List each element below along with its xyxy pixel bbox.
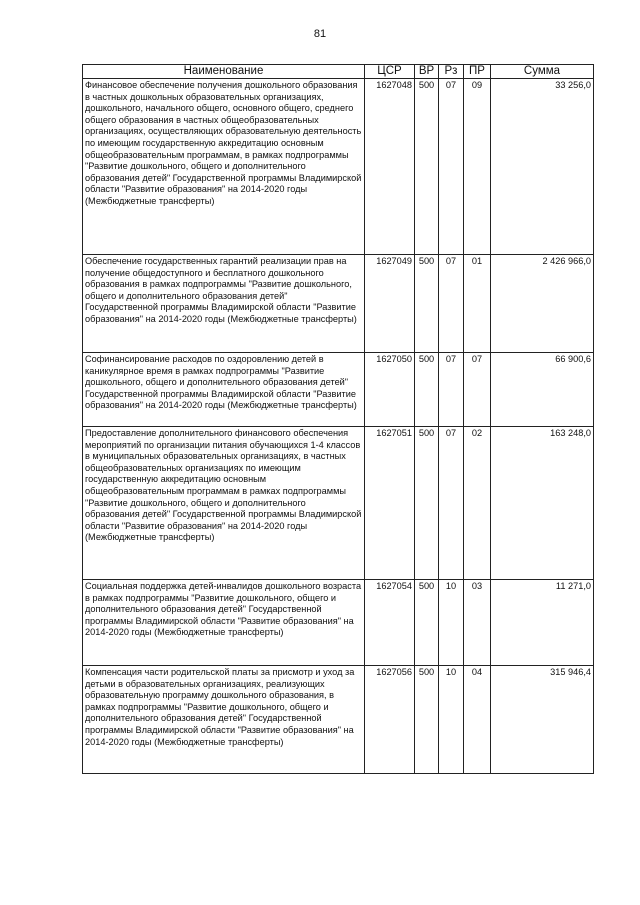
- row-pr: 09: [464, 79, 491, 255]
- row-csr: 1627056: [365, 666, 415, 774]
- row-name: Обеспечение государственных гарантий реализации прав на получение общедоступного и бесплатного дошкольного образования в рамках подпрограммы "Развитие дошкольного, общего и дополнительного образования детей" Государственной программы Владимирской области "Развитие образования" на 2014-2020 годы (Межбюджетные трансферты): [83, 255, 365, 353]
- row-pr: 04: [464, 666, 491, 774]
- row-rz: 07: [439, 353, 464, 427]
- row-pr: 01: [464, 255, 491, 353]
- row-sum: 66 900,6: [491, 353, 594, 427]
- row-sum: 315 946,4: [491, 666, 594, 774]
- row-pr: 03: [464, 580, 491, 666]
- row-sum: 11 271,0: [491, 580, 594, 666]
- row-vr: 500: [415, 79, 439, 255]
- row-rz: 10: [439, 666, 464, 774]
- row-pr: 07: [464, 353, 491, 427]
- budget-table: [82, 64, 594, 774]
- row-vr: 500: [415, 666, 439, 774]
- row-rz: 07: [439, 79, 464, 255]
- row-pr: 02: [464, 427, 491, 580]
- row-vr: 500: [415, 427, 439, 580]
- row-csr: 1627050: [365, 353, 415, 427]
- table-row: [83, 255, 594, 353]
- table-row: [83, 79, 594, 255]
- table-row: [83, 427, 594, 580]
- table-header-row: [83, 65, 594, 79]
- column-header-pr: ПР: [464, 65, 491, 79]
- table-row: [83, 353, 594, 427]
- row-csr: 1627051: [365, 427, 415, 580]
- row-csr: 1627054: [365, 580, 415, 666]
- column-header-csr: ЦСР: [365, 65, 415, 79]
- page-number: 81: [313, 28, 327, 40]
- row-rz: 10: [439, 580, 464, 666]
- column-header-vr: ВР: [415, 65, 439, 79]
- row-csr: 1627048: [365, 79, 415, 255]
- row-name: Софинансирование расходов по оздоровлению детей в каникулярное время в рамках подпрограммы "Развитие дошкольного, общего и дополнительного образования детей" Государственной программы Владимирской области "Развитие образования" на 2014-2020 годы (Межбюджетные трансферты): [83, 353, 365, 427]
- column-header-name: Наименование: [83, 65, 365, 79]
- row-rz: 07: [439, 255, 464, 353]
- table-row: [83, 580, 594, 666]
- row-name: Социальная поддержка детей-инвалидов дошкольного возраста в рамках подпрограммы "Развитие дошкольного, общего и дополнительного образования детей" Государственной программы Владимирской области "Развитие образования" на 2014-2020 годы (Межбюджетные трансферты): [83, 580, 365, 666]
- row-vr: 500: [415, 580, 439, 666]
- table-row: [83, 666, 594, 774]
- row-sum: 2 426 966,0: [491, 255, 594, 353]
- row-csr: 1627049: [365, 255, 415, 353]
- column-header-sum: Сумма: [491, 65, 594, 79]
- row-name: Компенсация части родительской платы за присмотр и уход за детьми в образовательных организациях, реализующих образовательную программу дошкольного образования, в рамках подпрограммы "Развитие дошкольного, общего и дополнительного образования детей" Государственной программы Владимирской области "Развитие образования" на 2014-2020 годы (Межбюджетные трансферты): [83, 666, 365, 774]
- row-sum: 163 248,0: [491, 427, 594, 580]
- column-header-rz: Рз: [439, 65, 464, 79]
- row-sum: 33 256,0: [491, 79, 594, 255]
- row-name: Финансовое обеспечение получения дошкольного образования в частных дошкольных образовательных организациях, дошкольного, начального общего, основного общего, среднего общего образования в частных общеобразовательных организациях, осуществляющих образовательную деятельность по имеющим государственную аккредитацию основным общеобразовательным программам, в рамках подпрограммы "Развитие дошкольного, общего и дополнительного образования детей" Государственной программы Владимирской области "Развитие образования" на 2014-2020 годы (Межбюджетные трансферты): [83, 79, 365, 255]
- row-vr: 500: [415, 255, 439, 353]
- row-name: Предоставление дополнительного финансового обеспечения мероприятий по организации питания обучающихся 1-4 классов в муниципальных образовательных организациях, в частных общеобразовательных организациях по имеющим государственную аккредитацию основным общеобразовательным программам в рамках подпрограммы "Развитие дошкольного, общего и дополнительного образования детей" Государственной программы Владимирской области "Развитие образования" на 2014-2020 годы (Межбюджетные трансферты): [83, 427, 365, 580]
- row-vr: 500: [415, 353, 439, 427]
- row-rz: 07: [439, 427, 464, 580]
